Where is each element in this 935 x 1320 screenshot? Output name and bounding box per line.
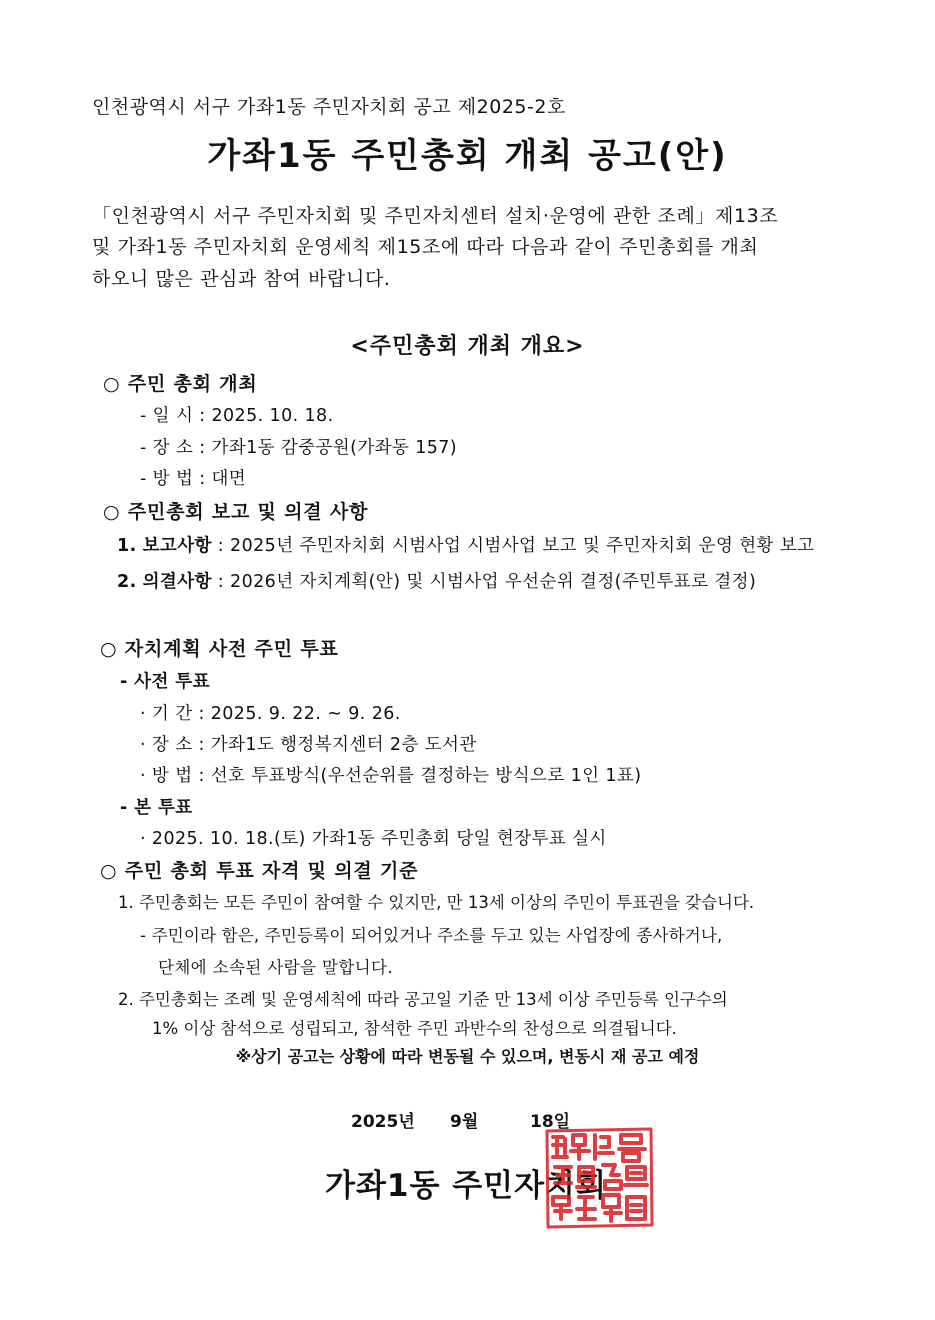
intro-line-2: 및 가좌1동 주민자치회 운영세칙 제15조에 따라 다음과 같이 주민총회를 개최	[92, 236, 759, 258]
pre-vote-heading: - 사전 투표	[120, 672, 210, 692]
change-notice: ※상기 공고는 상황에 따라 변동될 수 있으며, 변동시 재 공고 예정	[235, 1047, 700, 1066]
agenda-decision-label: 의결사항	[142, 572, 212, 592]
qualification-item-1-sub-1: - 주민이라 함은, 주민등록이 되어있거나 주소를 두고 있는 사업장에 종사하거나,	[140, 926, 723, 945]
overview-title: <주민총회 개최 개요>	[350, 334, 585, 359]
intro-line-3: 하오니 많은 관심과 참여 바랍니다.	[92, 268, 391, 290]
meeting-heading: ○ 주민 총회 개최	[103, 373, 258, 395]
pre-vote-place: · 장 소 : 가좌1도 행정복지센터 2층 도서관	[140, 735, 477, 755]
meeting-place: - 장 소 : 가좌1동 감중공원(가좌동 157)	[140, 438, 458, 458]
qualification-heading: ○ 주민 총회 투표 자격 및 의결 기준	[100, 860, 419, 882]
main-vote-heading: - 본 투표	[120, 798, 193, 818]
date-month: 9월	[450, 1112, 479, 1132]
agenda-decision	[117, 568, 756, 593]
organization-name: 가좌1동 주민자치회	[325, 1168, 607, 1204]
notice-number: 인천광역시 서구 가좌1동 주민자치회 공고 제2025-2호	[92, 96, 566, 118]
qualification-item-1-sub-2: 단체에 소속된 사람을 말합니다.	[158, 958, 393, 977]
agenda-report-text: : 2025년 주민자치회 시범사업 시범사업 보고 및 주민자치회 운영 현황 보고	[217, 536, 815, 556]
meeting-date: - 일 시 : 2025. 10. 18.	[140, 406, 334, 426]
agenda-report-number: 1.	[117, 536, 137, 556]
vote-heading: ○ 자치계획 사전 주민 투표	[100, 638, 339, 660]
agenda-report-label: 보고사항	[142, 536, 212, 556]
qualification-item-2-line-1: 2. 주민총회는 조례 및 운영세칙에 따라 공고일 기준 만 13세 이상 주민등록 인구수의	[118, 990, 728, 1009]
agenda-decision-text: : 2026년 자치계획(안) 및 시범사업 우선순위 결정(주민투표로 결정)	[217, 572, 757, 592]
meeting-method: - 방 법 : 대면	[140, 469, 247, 489]
agenda-heading: ○ 주민총회 보고 및 의결 사항	[103, 501, 369, 523]
date-day: 18일	[530, 1112, 571, 1132]
pre-vote-method: · 방 법 : 선호 투표방식(우선순위를 결정하는 방식으로 1인 1표)	[140, 766, 642, 786]
official-seal-stamp	[541, 1123, 657, 1231]
main-vote-text: · 2025. 10. 18.(토) 가좌1동 주민총회 당일 현장투표 실시	[140, 829, 607, 849]
qualification-item-1: 1. 주민총회는 모든 주민이 참여할 수 있지만, 만 13세 이상의 주민이 투표권을 갖습니다.	[118, 893, 755, 912]
page-title: 가좌1동 주민총회 개최 공고(안)	[207, 136, 728, 176]
agenda-report	[117, 532, 814, 557]
qualification-item-2-line-2: 1% 이상 참석으로 성립되고, 참석한 주민 과반수의 찬성으로 의결됩니다.	[152, 1019, 677, 1038]
intro-line-1: 「인천광역시 서구 주민자치회 및 주민자치센터 설치·운영에 관한 조례」제13조	[92, 205, 779, 227]
agenda-decision-number: 2.	[117, 572, 137, 592]
pre-vote-period: · 기 간 : 2025. 9. 22. ~ 9. 26.	[140, 704, 401, 724]
date-year: 2025년	[351, 1112, 415, 1132]
